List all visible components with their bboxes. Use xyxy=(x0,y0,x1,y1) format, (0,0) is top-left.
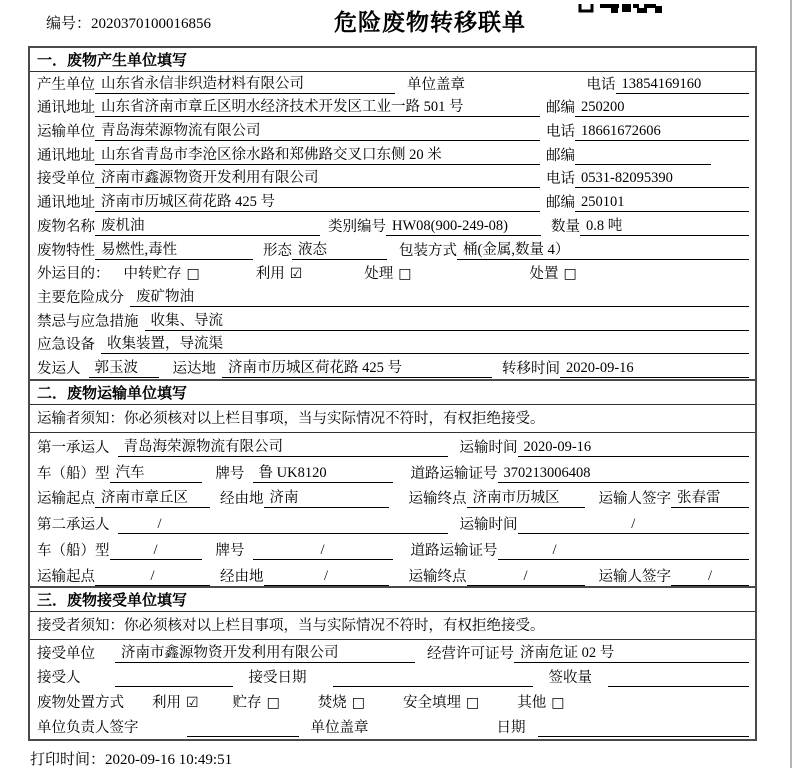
section-receiver-title: 三．废物接受单位填写 xyxy=(30,588,755,612)
carrier2-label: 第二承运人 xyxy=(37,517,110,534)
route1-row xyxy=(30,485,755,511)
carrier2-row xyxy=(30,510,755,536)
section-transport-title: 二．废物运输单位填写 xyxy=(30,381,755,405)
sign2-label: 运输人签字 xyxy=(598,568,671,585)
transporter-value: 青岛海荣源物流有限公司 xyxy=(95,122,540,141)
checkbox-label: 利用 xyxy=(255,266,285,283)
disposal-checkbox-landfill xyxy=(403,694,479,712)
phone2-value: 18661672606 xyxy=(575,122,749,141)
disposal-checkbox-storage xyxy=(233,694,280,712)
vehicle2-value: / xyxy=(110,541,202,560)
disposal-method-label: 废物处置方式 xyxy=(37,695,124,712)
addr1-value: 山东省济南市章丘区明水经济技术开发区工业一路 501 号 xyxy=(95,98,540,117)
shipper-row xyxy=(30,356,755,380)
purpose-row xyxy=(30,262,755,286)
responsible-sign-row xyxy=(30,714,755,739)
packaging-value: 桶(金属,数量 4） xyxy=(457,241,749,260)
responsible-sign-label: 单位负责人签字 xyxy=(37,719,139,736)
checkbox-unchecked-icon: □ xyxy=(186,266,200,283)
vehicle2-label: 车（船）型 xyxy=(37,542,110,559)
producer-row xyxy=(30,72,755,96)
vehicle2-row xyxy=(30,536,755,562)
producer-label: 产生单位 xyxy=(37,76,95,93)
zip2-value xyxy=(575,164,711,165)
disposal-method-row xyxy=(30,689,755,714)
checkbox-label: 贮存 xyxy=(232,695,262,712)
origin2-value: / xyxy=(95,567,210,586)
form-value: 液态 xyxy=(292,241,387,260)
waste-character-row xyxy=(30,238,755,262)
plate2-value: / xyxy=(253,541,393,560)
waste-name-label: 废物名称 xyxy=(37,218,95,235)
origin1-value: 济南市章丘区 xyxy=(95,489,210,508)
transfer-time-label: 转移时间 xyxy=(502,360,560,377)
hazard-row xyxy=(30,285,755,309)
print-time-value: 2020-09-16 10:49:51 xyxy=(105,752,233,768)
receive-date-value xyxy=(333,686,533,687)
plate1-value: 鲁 UK8120 xyxy=(253,464,393,483)
phone1-value: 13854169160 xyxy=(616,75,750,94)
carrier1-value: 青岛海荣源物流有限公司 xyxy=(118,438,448,457)
print-time-label: 打印时间： xyxy=(30,752,106,768)
purpose-checkbox-dispose xyxy=(530,265,577,283)
date2-value xyxy=(538,736,750,737)
receiving-unit-row xyxy=(30,640,755,665)
receipt-row xyxy=(30,665,755,690)
producer-value: 山东省永信非织造材料有限公司 xyxy=(95,75,395,94)
zip3-value: 250101 xyxy=(575,193,749,212)
permit2-value: / xyxy=(498,541,750,560)
via1-label: 经由地 xyxy=(220,491,264,508)
phone3-value: 0531-82095390 xyxy=(575,169,749,188)
page-title: 危险废物转移联单 xyxy=(334,9,526,35)
emergency-value: 收集、导流 xyxy=(145,312,750,331)
checkbox-label: 焚烧 xyxy=(317,695,347,712)
transporter-notice: 运输者须知：你必须核对以上栏目事项，当与实际情况不符时，有权拒绝接受。 xyxy=(30,405,755,433)
transporter-row xyxy=(30,119,755,143)
carrier1-row xyxy=(30,433,755,459)
responsible-sign-value xyxy=(187,736,299,737)
transport-time2-value: / xyxy=(518,515,750,534)
addr2-label: 通讯地址 xyxy=(37,147,95,164)
carrier2-value: / xyxy=(118,515,448,534)
section-producer xyxy=(30,48,755,381)
character-value: 易燃性,毒性 xyxy=(95,241,253,260)
plate1-label: 牌号 xyxy=(215,465,245,482)
disposal-checkbox-other xyxy=(517,694,564,712)
waste-name-row xyxy=(30,214,755,238)
category-value: HW08(900-249-08) xyxy=(386,217,541,236)
via1-value: 济南 xyxy=(264,489,389,508)
checkbox-checked-icon: ☑ xyxy=(289,266,303,283)
permit1-label: 道路运输证号 xyxy=(410,465,498,482)
qty-label: 数量 xyxy=(551,218,580,235)
checkbox-unchecked-icon: □ xyxy=(351,695,366,712)
carrier1-label: 第一承运人 xyxy=(37,439,110,456)
shipper-value: 郭玉波 xyxy=(89,359,159,378)
qr-code-fragment-icon xyxy=(578,0,663,18)
phone2-label: 电话 xyxy=(546,124,575,141)
license-value: 济南危证 02 号 xyxy=(514,644,749,663)
checkbox-label: 中转贮存 xyxy=(123,266,182,283)
receiver-notice: 接受者须知：你必须核对以上栏目事项，当与实际情况不符时，有权拒绝接受。 xyxy=(30,612,755,640)
receiver-row xyxy=(30,167,755,191)
receiving-unit-label: 接受单位 xyxy=(37,645,95,662)
serial-label: 编号： xyxy=(46,16,92,32)
phone3-label: 电话 xyxy=(546,171,575,188)
vehicle1-label: 车（船）型 xyxy=(37,465,110,482)
via2-label: 经由地 xyxy=(220,568,264,585)
disposal-checkbox-utilize xyxy=(152,694,199,712)
sign2-value: / xyxy=(671,567,749,586)
receive-date-label: 接受日期 xyxy=(248,670,307,687)
producer-address-row xyxy=(30,96,755,120)
origin2-label: 运输起点 xyxy=(37,568,95,585)
transport-time1-value: 2020-09-16 xyxy=(518,438,750,457)
zip3-label: 邮编 xyxy=(546,195,575,212)
zip2-label: 邮编 xyxy=(546,147,575,164)
checkbox-unchecked-icon: □ xyxy=(563,266,577,283)
transfer-time-value: 2020-09-16 xyxy=(560,359,749,378)
character-label: 废物特性 xyxy=(37,242,95,259)
receipt-qty-label: 签收量 xyxy=(548,670,592,687)
transport-time1-label: 运输时间 xyxy=(459,439,518,456)
receiving-unit-value: 济南市鑫源物资开发利用有限公司 xyxy=(115,644,415,663)
waste-name-value: 废机油 xyxy=(95,217,320,236)
checkbox-unchecked-icon: □ xyxy=(466,695,480,712)
equipment-label: 应急设备 xyxy=(37,337,95,354)
checkbox-unchecked-icon: □ xyxy=(551,695,565,712)
transporter-label: 运输单位 xyxy=(37,124,95,141)
license-label: 经营许可证号 xyxy=(427,645,514,662)
zip1-value: 250200 xyxy=(575,98,749,117)
receiver-label: 接受单位 xyxy=(37,171,95,188)
receiver-person-label: 接受人 xyxy=(37,670,81,687)
transporter-address-row xyxy=(30,143,755,167)
sign1-label: 运输人签字 xyxy=(598,491,671,508)
addr2-value: 山东省青岛市李沧区徐水路和郑佛路交叉口东侧 20 米 xyxy=(95,146,540,165)
checkbox-unchecked-icon: □ xyxy=(398,266,412,283)
checkbox-label: 处理 xyxy=(364,266,394,283)
section-transport xyxy=(30,381,755,588)
checkbox-label: 利用 xyxy=(152,695,181,712)
receiver-address-row xyxy=(30,190,755,214)
unit-seal2-label: 单位盖章 xyxy=(310,719,369,736)
addr1-label: 通讯地址 xyxy=(37,100,95,117)
purpose-checkbox-utilize xyxy=(256,265,303,283)
zip1-label: 邮编 xyxy=(546,100,575,117)
receiver-value: 济南市鑫源物资开发利用有限公司 xyxy=(95,169,540,188)
shipper-label: 发运人 xyxy=(37,360,81,377)
serial-number: 2020370100016856 xyxy=(91,16,212,32)
window-edge-line xyxy=(790,0,792,768)
purpose-checkbox-treat xyxy=(364,265,411,283)
hazard-value: 废矿物油 xyxy=(130,288,749,307)
emergency-label: 禁忌与应急措施 xyxy=(37,313,139,330)
purpose-checkbox-transfer-storage xyxy=(124,265,200,283)
receipt-qty-value xyxy=(608,686,749,687)
equipment-value: 收集装置，导流渠 xyxy=(101,335,749,354)
transport-time2-label: 运输时间 xyxy=(459,517,518,534)
end1-value: 济南市历城区 xyxy=(467,489,585,508)
checkbox-label: 安全填埋 xyxy=(403,695,462,712)
end2-label: 运输终点 xyxy=(408,568,467,585)
section-receiver xyxy=(30,588,755,739)
checkbox-unchecked-icon: □ xyxy=(266,695,280,712)
permit2-label: 道路运输证号 xyxy=(410,542,498,559)
category-label: 类别编号 xyxy=(328,218,386,235)
origin1-label: 运输起点 xyxy=(37,491,95,508)
plate2-label: 牌号 xyxy=(215,542,245,559)
checkbox-checked-icon: ☑ xyxy=(186,695,199,712)
form-label: 形态 xyxy=(263,242,292,259)
vehicle1-value: 汽车 xyxy=(110,464,202,483)
disposal-checkbox-incinerate xyxy=(318,694,365,712)
end2-value: / xyxy=(467,567,585,586)
permit1-value: 370213006408 xyxy=(498,464,750,483)
qty-value: 0.8 吨 xyxy=(580,217,749,236)
destination-label: 运达地 xyxy=(172,360,216,377)
emergency-row xyxy=(30,309,755,333)
addr3-label: 通讯地址 xyxy=(37,195,95,212)
vehicle1-row xyxy=(30,459,755,485)
destination-value: 济南市历城区荷花路 425 号 xyxy=(222,359,492,378)
addr3-value: 济南市历城区荷花路 425 号 xyxy=(95,193,540,212)
sign1-value: 张春雷 xyxy=(671,489,749,508)
receiver-person-value xyxy=(115,686,233,687)
purpose-label: 外运目的： xyxy=(37,266,110,283)
transfer-form xyxy=(28,46,757,741)
via2-value: / xyxy=(264,567,389,586)
equipment-row xyxy=(30,333,755,357)
checkbox-label: 处置 xyxy=(529,266,559,283)
unit-seal-label: 单位盖章 xyxy=(407,76,465,93)
hazard-label: 主要危险成分 xyxy=(37,289,124,306)
checkbox-label: 其他 xyxy=(517,695,547,712)
end1-label: 运输终点 xyxy=(408,491,467,508)
route2-row xyxy=(30,562,755,588)
phone1-label: 电话 xyxy=(586,76,616,93)
packaging-label: 包装方式 xyxy=(399,242,457,259)
section-producer-title: 一．废物产生单位填写 xyxy=(30,48,755,72)
serial-number-line xyxy=(46,12,211,33)
date2-label: 日期 xyxy=(496,719,526,736)
print-time-line xyxy=(30,748,232,768)
